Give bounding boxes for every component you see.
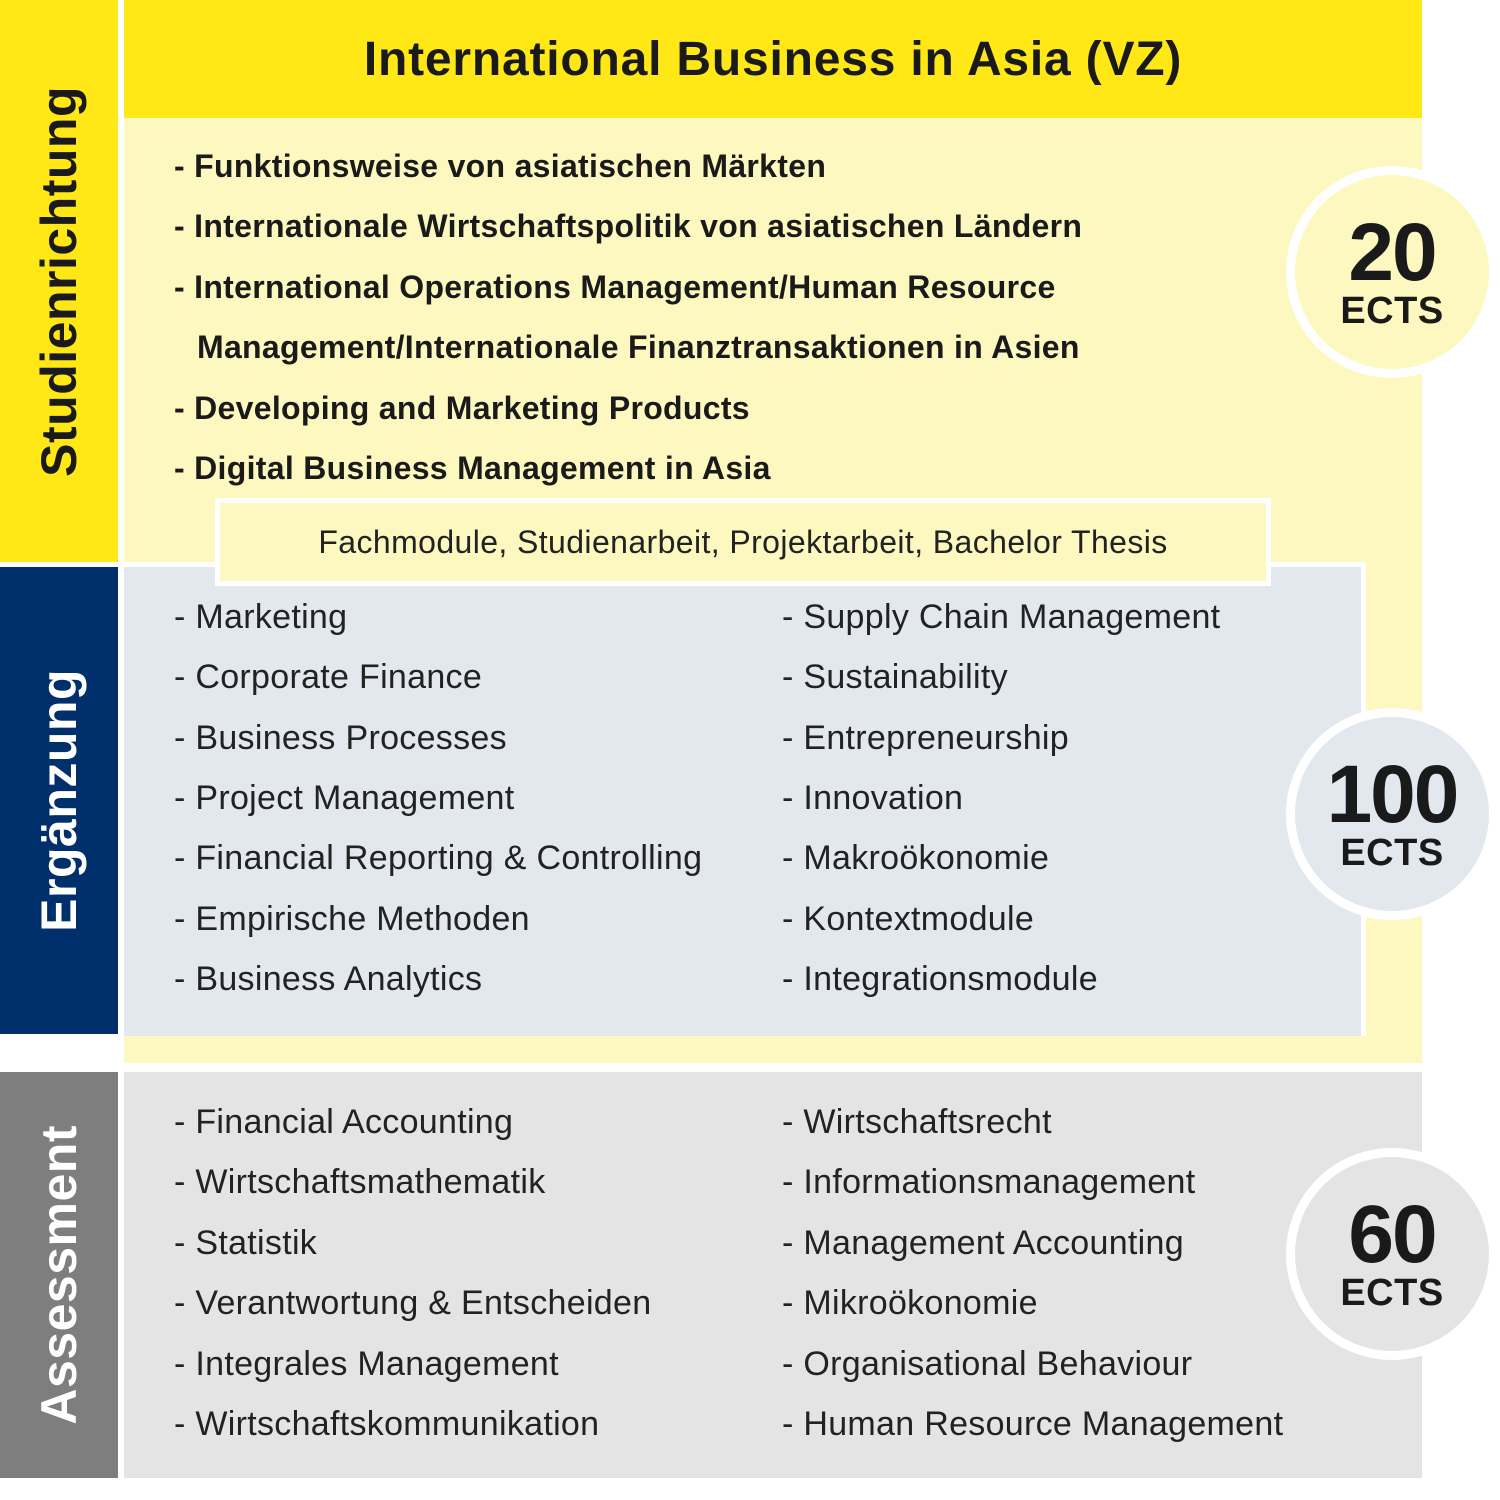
ergaenzung-module: - Integrationsmodule <box>782 960 1098 998</box>
assessment-module: - Verantwortung & Entscheiden <box>174 1284 652 1322</box>
assessment-module: - Organisational Behaviour <box>782 1345 1193 1383</box>
ects-badge-ergaenzung <box>1286 708 1498 920</box>
ects-unit: ECTS <box>1340 1271 1444 1314</box>
ergaenzung-module: - Corporate Finance <box>174 658 483 696</box>
ergaenzung-module: - Marketing <box>174 598 348 636</box>
ergaenzung-module: - Entrepreneurship <box>782 719 1069 757</box>
ergaenzung-module: - Project Management <box>174 779 515 817</box>
assessment-module: - Wirtschaftsmathematik <box>174 1163 546 1201</box>
studienrichtung-label: Studienrichtung <box>31 85 87 477</box>
ects-unit: ECTS <box>1340 831 1444 874</box>
ergaenzung-module: - Kontextmodule <box>782 900 1035 938</box>
studien-topic: - Digital Business Management in Asia <box>174 450 771 486</box>
ects-value: 100 <box>1326 749 1458 841</box>
ergaenzung-module: - Innovation <box>782 779 964 817</box>
assessment-module: - Mikroökonomie <box>782 1284 1038 1322</box>
ergaenzung-module: - Business Processes <box>174 719 507 757</box>
studien-topic: - Internationale Wirtschaftspolitik von asiatischen Ländern <box>174 208 1083 244</box>
fachmodule-note: Fachmodule, Studienarbeit, Projektarbeit, Bachelor Thesis <box>318 523 1168 560</box>
ects-badge-studienrichtung <box>1286 166 1498 378</box>
title-banner <box>124 0 1422 118</box>
fachmodule-box <box>215 498 1271 586</box>
assessment-module: - Human Resource Management <box>782 1405 1284 1443</box>
assessment-module: - Statistik <box>174 1224 318 1262</box>
ects-value: 20 <box>1348 207 1436 299</box>
ergaenzung-module: - Business Analytics <box>174 960 483 998</box>
ergaenzung-module: - Empirische Methoden <box>174 900 530 938</box>
ects-badge-assessment <box>1286 1148 1498 1360</box>
ergaenzung-label: Ergänzung <box>31 669 87 932</box>
side-label-studienrichtung <box>0 0 118 562</box>
assessment-module: - Financial Accounting <box>174 1103 514 1141</box>
ergaenzung-module: - Sustainability <box>782 658 1008 696</box>
studien-topic: - International Operations Management/Human Resource <box>174 269 1056 305</box>
assessment-module: - Integrales Management <box>174 1345 559 1383</box>
page-title: International Business in Asia (VZ) <box>363 32 1183 86</box>
assessment-module: - Wirtschaftskommunikation <box>174 1405 600 1443</box>
ergaenzung-module: - Financial Reporting & Controlling <box>174 839 703 877</box>
studien-topic: - Developing and Marketing Products <box>174 390 750 426</box>
assessment-module: - Informationsmanagement <box>782 1163 1196 1201</box>
ects-value: 60 <box>1348 1189 1436 1281</box>
assessment-label: Assessment <box>31 1125 87 1425</box>
ects-unit: ECTS <box>1340 289 1444 332</box>
studien-topic: Management/Internationale Finanztransaktionen in Asien <box>197 329 1080 365</box>
studien-topic: - Funktionsweise von asiatischen Märkten <box>174 148 827 184</box>
assessment-module: - Management Accounting <box>782 1224 1184 1262</box>
ergaenzung-module: - Supply Chain Management <box>782 598 1221 636</box>
side-label-assessment <box>0 1072 118 1478</box>
ergaenzung-module: - Makroökonomie <box>782 839 1050 877</box>
assessment-module: - Wirtschaftsrecht <box>782 1103 1052 1141</box>
side-label-ergaenzung <box>0 567 118 1034</box>
